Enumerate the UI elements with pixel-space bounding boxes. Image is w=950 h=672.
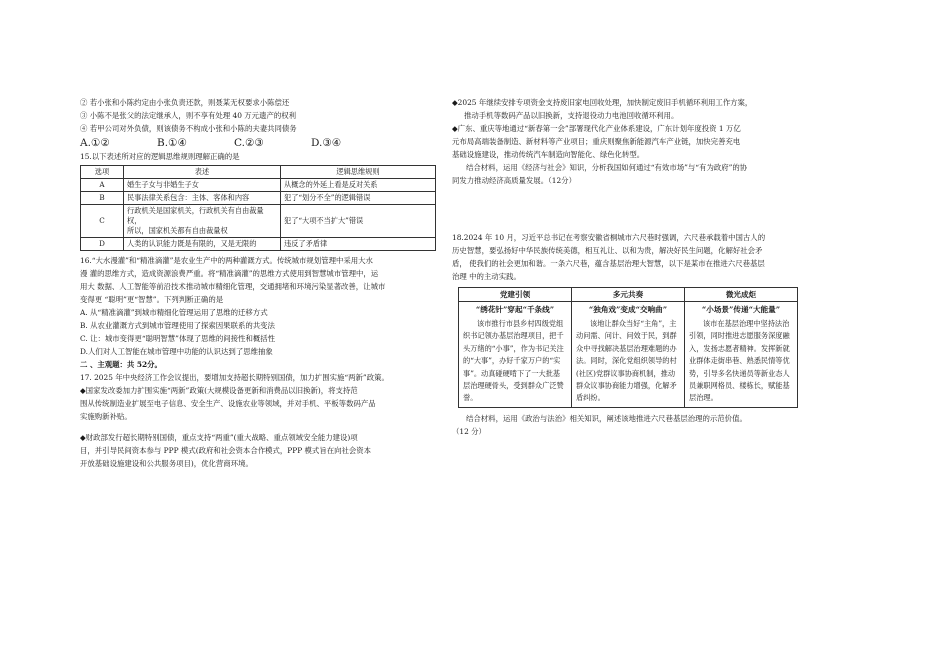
- option-line-4: ④ 若甲公司对外负债，则该债务不构成小张和小陈的夫妻共同债务: [80, 124, 297, 133]
- case-subtitle: “绣花针”穿起“千条线”: [475, 305, 555, 314]
- case-subtitle: “独角戏”变成“交响曲”: [588, 305, 668, 314]
- case-header-party: 党建引领: [459, 288, 572, 302]
- q17-line: 17. 2025 年中央经济工作会议提出，要增加支持超长期特别国债，加力扩围实施“两新”政策。: [80, 373, 389, 382]
- material-line: 推动手机等数码产品以旧换新，支持退役动力电池回收循环利用。: [464, 111, 679, 120]
- row-option: D: [81, 238, 124, 251]
- spacer: [80, 423, 440, 431]
- q18-line: 历史智慧，要弘扬好中华民族传统美德，相互礼让、以和为贵，解决好民生问题，化解好社会矛: [452, 246, 763, 255]
- q16-option-d: D.人们对人工智能在城市管理中功能的认识达到了思维抽象: [80, 347, 273, 356]
- cases-header-row: [459, 288, 798, 302]
- option-line-3: ③ 小陈不是张父的法定继承人，则不享有处理 40 万元遗产的权利: [80, 111, 297, 120]
- material-line: ◆2025 年继续安排专项资金支持废旧家电回收处理，加快制定废旧手机循环利用工作方案，: [452, 98, 753, 107]
- row-rule: 从概念的外延上看是反对关系: [281, 179, 436, 192]
- case-header-micro: 微光成炬: [685, 288, 798, 302]
- q17-line: ◆财政部发行超长期特别国债，重点支持“两重”(重大战略、重点领域安全能力建设)项: [80, 433, 358, 442]
- q15-table-header: [81, 166, 436, 179]
- q16-option-a: A. 从“精准滴灌”到城市精细化管理运用了思维的迁移方式: [80, 308, 268, 317]
- row-option: B: [81, 192, 124, 205]
- section-title: 二 、主观题：共 52分。: [80, 360, 162, 369]
- q14-choices: [80, 136, 440, 150]
- q16-line: 漫 灌的思维方式，造成资源浪费严重。将“精准滴灌”的思维方式使用到智慧城市管理中，运: [80, 269, 379, 278]
- choice-d: D.③④: [311, 137, 342, 149]
- row-statement-line: 行政机关是国家机关，行政机关有自由裁量权，: [127, 206, 264, 225]
- q17-prompt-line: 结合材料，运用《经济与社会》知识，分析我国如何通过“有效市场”与“有为政府”的协: [466, 163, 748, 172]
- q17-line: 目，并引导民间资本参与 PPP 模式(政府和社会资本合作模式，PPP 模式旨在向社会资本: [80, 446, 372, 455]
- q16-line: 变得更 “聪明”更“智慧”。下列判断正确的是: [80, 295, 224, 304]
- q18-line: 18.2024 年 10 月，习近平总书记在考察安徽省桐城市六尺巷时强调，六尺巷承载着中国古人的: [452, 233, 766, 242]
- row-option: A: [81, 179, 124, 192]
- spacer: [452, 209, 812, 231]
- case-cell-multi: [572, 302, 685, 408]
- q15-table: [80, 165, 436, 251]
- q17-prompt-line: 同发力推动经济高质量发展。（12分）: [452, 176, 576, 185]
- q18-prompt-line: 结合材料，运用《政治与法治》相关知识，阐述该地推进六尺巷基层治理的示范价值。: [466, 413, 747, 423]
- q18-line: 盾， 使我们的社会更加和谐。一条六尺巷，蕴含基层治理大智慧，以下是某市在推进六尺巷基层: [452, 259, 765, 268]
- material-line: 元布局高端装备制造、新材料等产业项目；重庆则聚焦新能源汽车产业链，加快完善充电: [452, 137, 741, 146]
- row-statement: 人类的认识能力既是有限的，又是无限的: [124, 238, 281, 251]
- left-column: [80, 96, 440, 470]
- q16-option-b: B. 从农业灌溉方式到城市管理使用了探索因果联系的共变法: [80, 321, 275, 330]
- row-rule: 犯了“划分不全”的逻辑错误: [281, 192, 436, 205]
- q18-cases-table: [458, 287, 798, 408]
- material-line: ◆广东、重庆等地通过“新春第一会”部署现代化产业体系建设，广东计划年度投资 1 万亿: [452, 124, 741, 133]
- table-row: [81, 179, 436, 192]
- option-line-2: ② 若小张和小陈约定由小张负责还款，则聂某无权要求小陈偿还: [80, 98, 290, 107]
- table-row: [81, 192, 436, 205]
- case-body: 该市推行市县乡村四级党组织书记领办基层治理项目，把千头万绪的“小事”，作为书记关注的“大事”，办好千家万户的“实事”。动真碰硬啃下了一大批基层治理硬骨头，受到群众广泛赞誉。: [463, 319, 564, 403]
- case-body: 该地让群众当好“主角”，主动问需、问计、问效于民，到群众中寻找解决基层治理难题的办法。同时，深化党组织领导的村(社区)党群议事协商机制，推动群众议事协商能力增强，化解矛盾纠纷。: [576, 319, 677, 403]
- q17-line: ◆国家发改委加力扩围实施“两新”政策(大规模设备更新和消费品以旧换新)，将支持范: [80, 386, 358, 395]
- header-statement: 表述: [124, 166, 281, 179]
- row-statement: [124, 205, 281, 238]
- q17-line: 实施购新补贴。: [80, 412, 132, 421]
- row-statement: 民事法律关系包含：主体、客体和内容: [124, 192, 281, 205]
- q18-prompt-line: （12 分）: [452, 426, 486, 436]
- case-body: 该市在基层治理中坚持法治引领，同时推进志愿服务深度融入，发扬志愿者精神。发挥新就业群体走街串巷、熟悉民情等优势，引导多名快递员等新业态人员兼职网格员、楼栋长，赋能基层治理。: [689, 319, 790, 403]
- row-option: C: [81, 205, 124, 238]
- q15-stem: 15.以下表述所对应的逻辑思维规则理解正确的是: [80, 152, 240, 161]
- case-cell-party: [459, 302, 572, 408]
- case-subtitle: “小场景”传递“大能量”: [701, 305, 781, 314]
- header-option: 选项: [81, 166, 124, 179]
- row-statement-line: 所以，国家机关都有自由裁量权: [127, 226, 228, 235]
- choice-a: A.①②: [80, 137, 110, 149]
- right-column: [452, 96, 812, 438]
- q17-line: 开放基础设施建设和公共服务项目)，优化营商环境。: [80, 459, 253, 468]
- q16-line: 用大 数据、人工智能等前沿技术推动城市精细化管理，交通拥堵和环境污染显著改善，让城市: [80, 282, 386, 291]
- q16-option-c: C. 让：城市变得更“聪明智慧”体现了思维的间接性和概括性: [80, 334, 276, 343]
- q18-line: 治理 中的主动实践。: [452, 272, 521, 281]
- table-row: [81, 238, 436, 251]
- row-statement: 婚生子女与非婚生子女: [124, 179, 281, 192]
- material-line: 基础设施建设，推动传统汽车制造向智能化、绿色化转型。: [452, 150, 645, 159]
- choice-b: B.①④: [157, 137, 187, 149]
- spacer: [452, 187, 812, 209]
- header-rule: 逻辑思维规则: [281, 166, 436, 179]
- q16-line: 16.“大水漫灌”和“精准滴灌”是农业生产中的两种灌溉方式。传统城市规划管理中采用大水: [80, 256, 373, 265]
- q17-line: 围从传统制造业扩展至电子信息、安全生产、设施农业等领域，并对手机、平板等数码产品: [80, 399, 376, 408]
- table-row: [81, 205, 436, 238]
- row-rule: 犯了“大项不当扩大”错误: [281, 205, 436, 238]
- choice-c: C.②③: [234, 137, 264, 149]
- case-header-multi: 多元共奏: [572, 288, 685, 302]
- case-cell-micro: [685, 302, 798, 408]
- row-rule: 违反了矛盾律: [281, 238, 436, 251]
- cases-body-row: [459, 302, 798, 408]
